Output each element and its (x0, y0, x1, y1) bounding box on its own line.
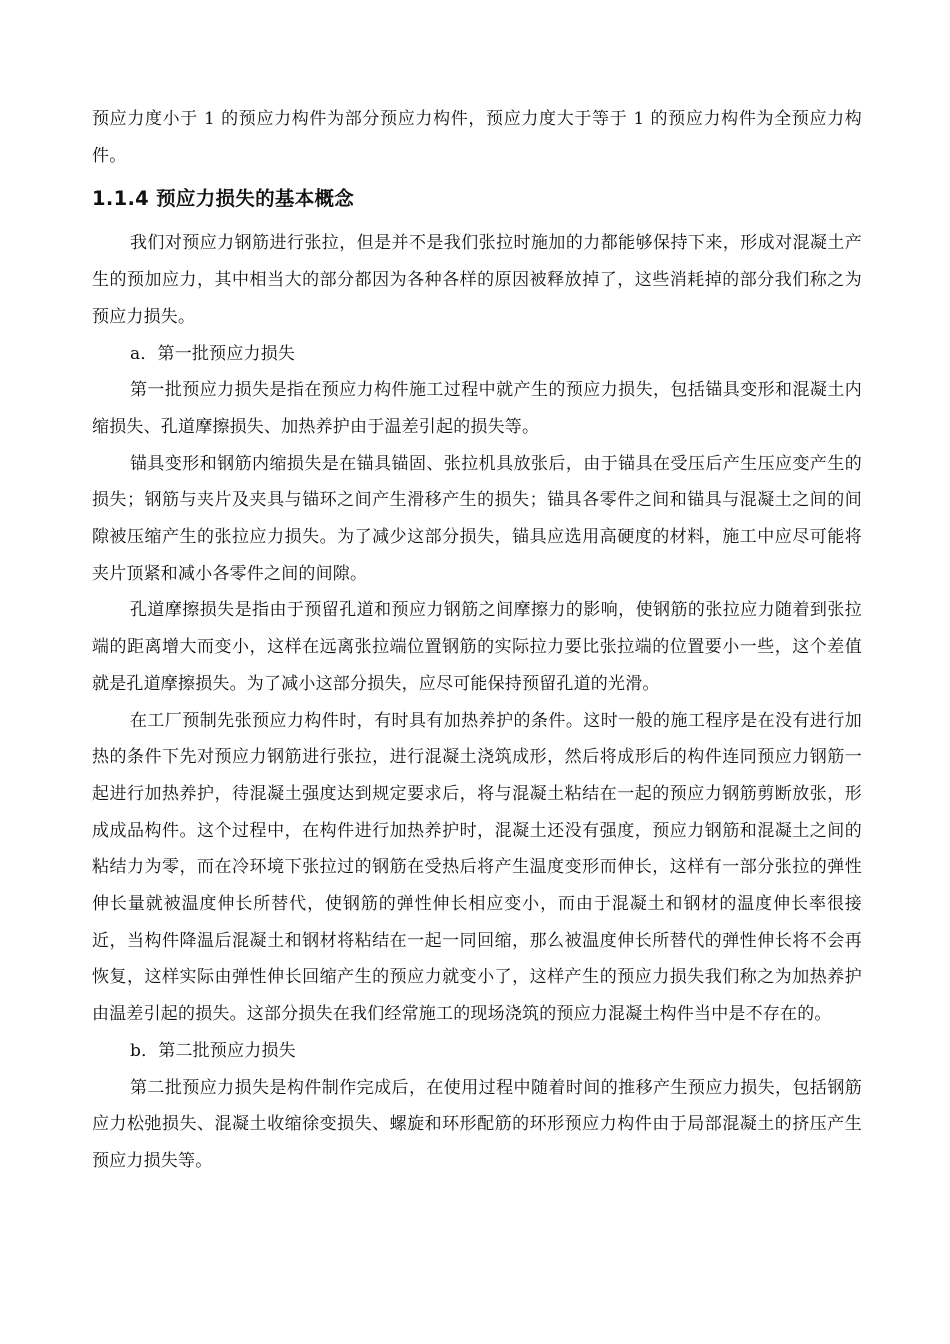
subheading-first-batch-loss: a．第一批预应力损失 (130, 343, 296, 364)
subheading-second-batch-loss: b．第二批预应力损失 (130, 1040, 296, 1061)
paragraph-second-batch-definition: 第二批预应力损失是构件制作完成后，在使用过程中随着时间的推移产生预应力损失，包括钢筋应力松弛损失、混凝土收缩徐变损失、螺旋和环形配筋的环形预应力构件由于局部混凝土的挤压产生预应力损失等。 (92, 1077, 862, 1171)
document-page (92, 101, 862, 1180)
intro-paragraph: 预应力度小于 1 的预应力构件为部分预应力构件，预应力度大于等于 1 的预应力构件为全预应力构件。 (92, 109, 862, 166)
paragraph-anchorage-loss: 锚具变形和钢筋内缩损失是在锚具锚固、张拉机具放张后，由于锚具在受压后产生压应变产生的损失；钢筋与夹片及夹具与锚环之间产生滑移产生的损失；锚具各零件之间和锚具与混凝土之间的间隙被压缩产生的张拉应力损失。为了减少这部分损失，锚具应选用高硬度的材料，施工中应尽可能将夹片顶紧和减小各零件之间的间隙。 (92, 453, 862, 584)
section-heading: 1.1.4 预应力损失的基本概念 (92, 187, 355, 211)
paragraph-temperature-loss: 在工厂预制先张预应力构件时，有时具有加热养护的条件。这时一般的施工程序是在没有进行加热的条件下先对预应力钢筋进行张拉，进行混凝土浇筑成形，然后将成形后的构件连同预应力钢筋一起进行加热养护，待混凝土强度达到规定要求后，将与混凝土粘结在一起的预应力钢筋剪断放张，形成成品构件。这个过程中，在构件进行加热养护时，混凝土还没有强度，预应力钢筋和混凝土之间的粘结力为零，而在冷环境下张拉过的钢筋在受热后将产生温度变形而伸长，这样有一部分张拉的弹性伸长量就被温度伸长所替代，使钢筋的弹性伸长相应变小，而由于混凝土和钢材的温度伸长率很接近，当构件降温后混凝土和钢材将粘结在一起一同回缩，那么被温度伸长所替代的弹性伸长将不会再恢复，这样实际由弹性伸长回缩产生的预应力就变小了，这样产生的预应力损失我们称之为加热养护由温差引起的损失。这部分损失在我们经常施工的现场浇筑的预应力混凝土构件当中是不存在的。 (92, 710, 862, 1025)
paragraph-friction-loss: 孔道摩擦损失是指由于预留孔道和预应力钢筋之间摩擦力的影响，使钢筋的张拉应力随着到张拉端的距离增大而变小，这样在远离张拉端位置钢筋的实际拉力要比张拉端的位置要小一些，这个差值就是孔道摩擦损失。为了减小这部分损失，应尽可能保持预留孔道的光滑。 (92, 600, 862, 694)
paragraph-first-batch-definition: 第一批预应力损失是指在预应力构件施工过程中就产生的预应力损失，包括锚具变形和混凝土内缩损失、孔道摩擦损失、加热养护由于温差引起的损失等。 (92, 380, 862, 437)
paragraph-prestress-loss-concept: 我们对预应力钢筋进行张拉，但是并不是我们张拉时施加的力都能够保持下来，形成对混凝土产生的预加应力，其中相当大的部分都因为各种各样的原因被释放掉了，这些消耗掉的部分我们称之为预应力损失。 (92, 233, 862, 327)
